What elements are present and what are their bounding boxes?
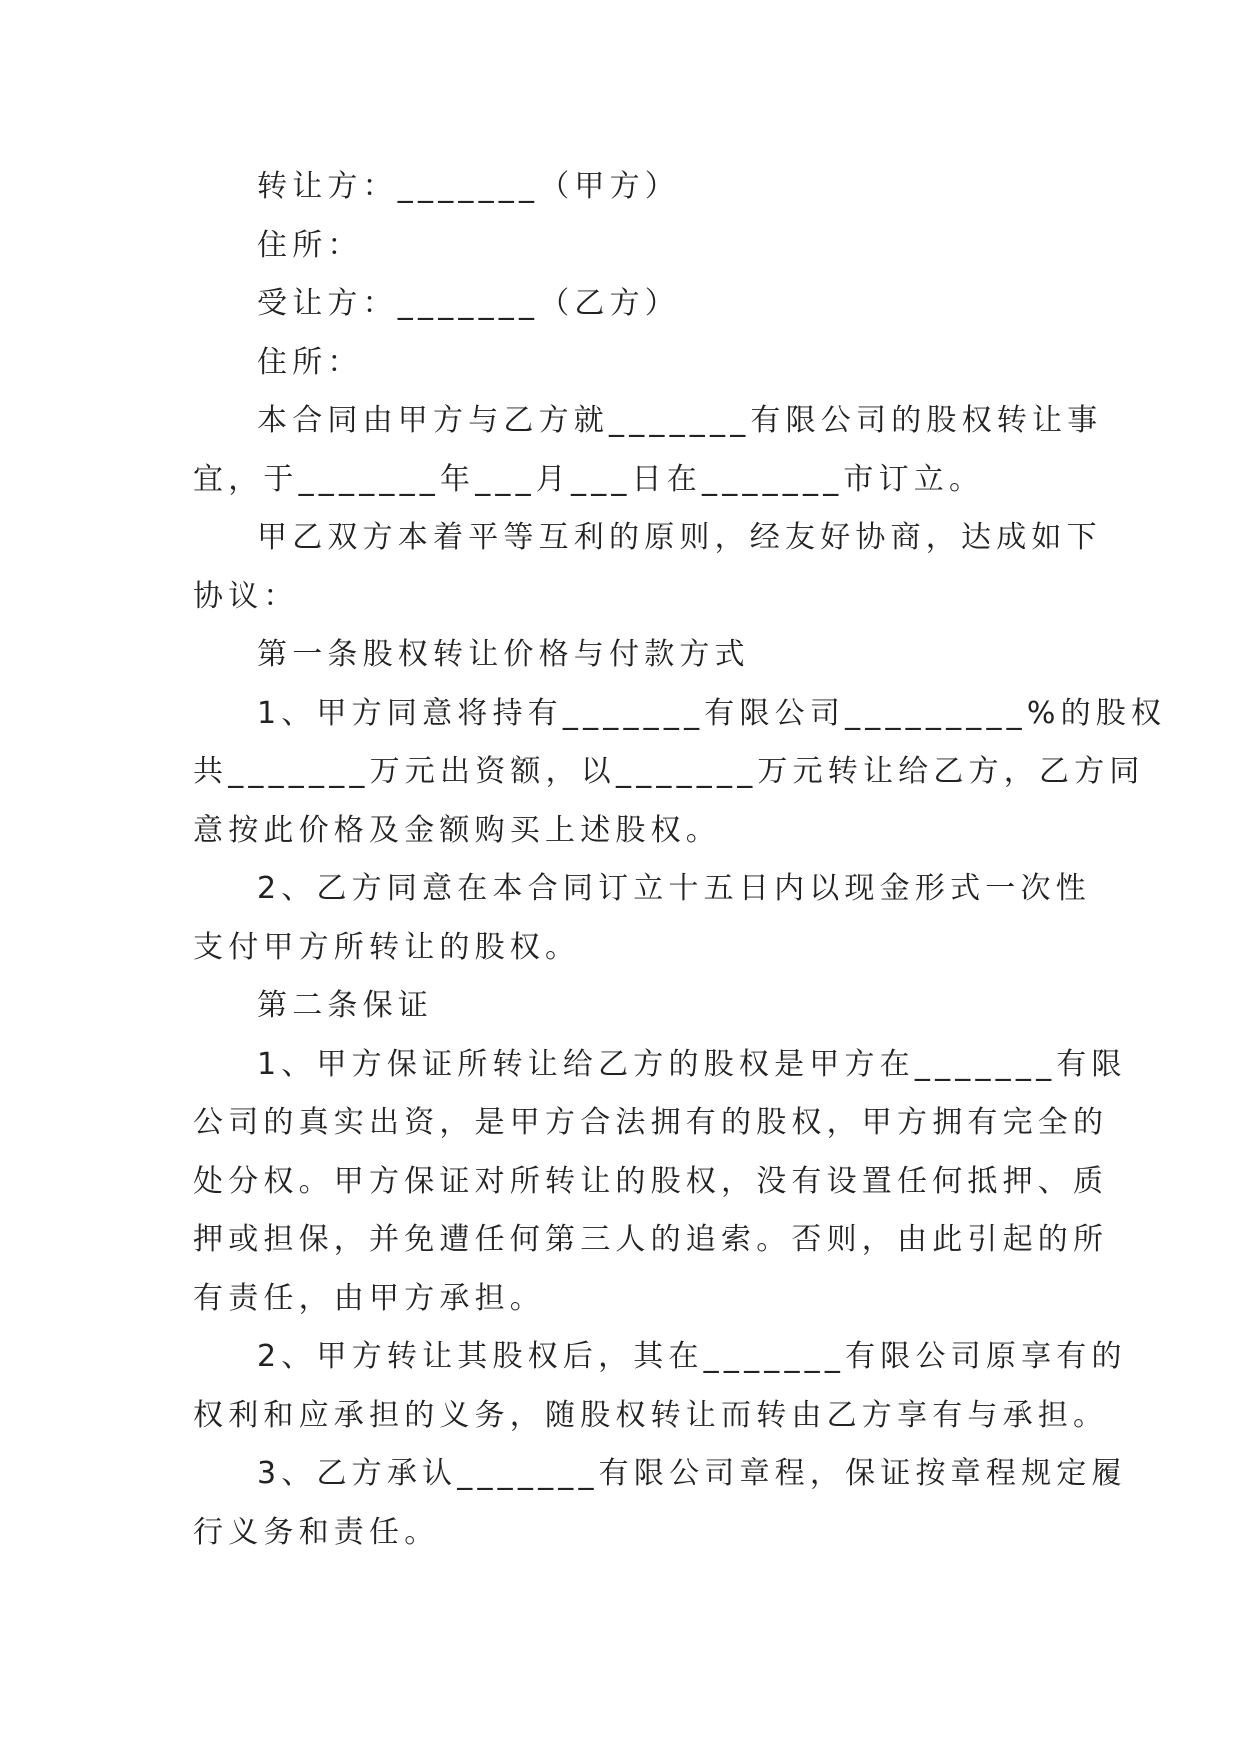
paragraph-line: 1、甲方同意将持有_______有限公司_________%的股权 xyxy=(257,695,1167,731)
paragraph-line: 协议： xyxy=(193,578,299,614)
paragraph-line: 共_______万元出资额，以_______万元转让给乙方，乙方同 xyxy=(193,754,1145,789)
transferee-address-line: 住所： xyxy=(257,344,363,380)
transferor-address-line: 住所： xyxy=(257,227,363,263)
paragraph-line: 1、甲方保证所转让给乙方的股权是甲方在_______有限 xyxy=(257,1046,1127,1082)
transferor-line: 转让方：_______（甲方） xyxy=(257,169,680,204)
paragraph-line: 宜，于_______年___月___日在_______市订立。 xyxy=(193,461,985,497)
transferee-line: 受让方：_______（乙方） xyxy=(257,286,680,321)
paragraph-line: 2、甲方转让其股权后，其在_______有限公司原享有的 xyxy=(257,1339,1127,1374)
paragraph-line: 本合同由甲方与乙方就_______有限公司的股权转让事 xyxy=(257,403,1103,438)
article-heading: 第二条保证 xyxy=(257,988,433,1023)
paragraph-line: 公司的真实出资，是甲方合法拥有的股权，甲方拥有完全的 xyxy=(193,1105,1109,1140)
paragraph-line: 有责任，由甲方承担。 xyxy=(193,1280,545,1316)
paragraph-line: 权利和应承担的义务，随股权转让而转由乙方享有与承担。 xyxy=(193,1397,1109,1433)
paragraph-line: 支付甲方所转让的股权。 xyxy=(193,929,581,965)
paragraph-line: 甲乙双方本着平等互利的原则，经友好协商，达成如下 xyxy=(257,520,1102,555)
paragraph-line: 3、乙方承认_______有限公司章程，保证按章程规定履 xyxy=(257,1456,1127,1491)
paragraph-line: 处分权。甲方保证对所转让的股权，没有设置任何抵押、质 xyxy=(193,1163,1109,1199)
paragraph-line: 行义务和责任。 xyxy=(193,1514,440,1550)
paragraph-line: 押或担保，并免遭任何第三人的追索。否则，由此引起的所 xyxy=(193,1222,1109,1257)
paragraph-line: 意按此价格及金额购买上述股权。 xyxy=(193,812,721,848)
contract-body xyxy=(193,158,1167,1562)
article-heading: 第一条股权转让价格与付款方式 xyxy=(257,637,750,672)
paragraph-line: 2、乙方同意在本合同订立十五日内以现金形式一次性 xyxy=(257,871,1091,906)
